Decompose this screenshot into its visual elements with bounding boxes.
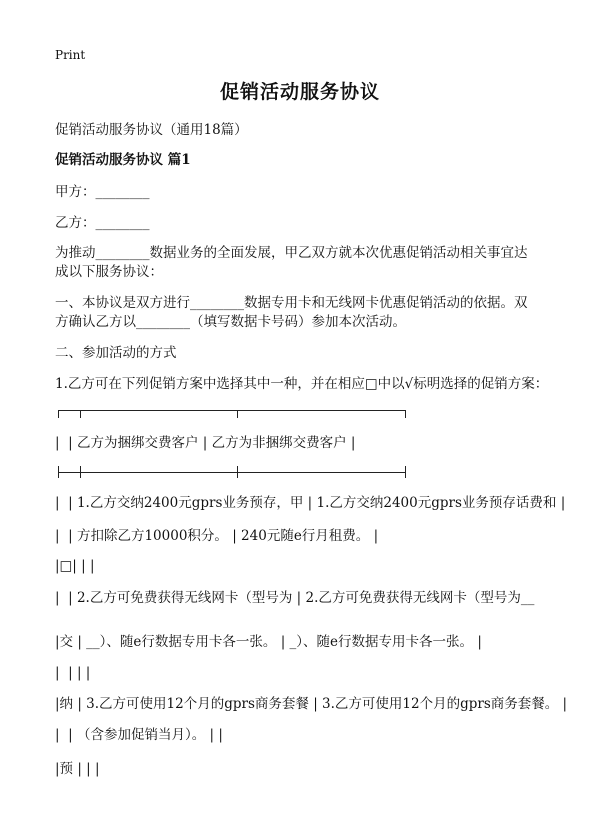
document-subtitle: 促销活动服务协议（通用18篇） bbox=[55, 122, 248, 138]
table-row: | | （含参加促销当月）。 | | bbox=[55, 727, 223, 743]
table-row: |□| | | bbox=[55, 558, 95, 574]
print-link[interactable]: Print bbox=[55, 48, 86, 62]
clause-1-line-2: 方确认乙方以________（填写数据卡号码）参加本次活动。 bbox=[55, 314, 406, 330]
table-top-tick bbox=[405, 410, 406, 418]
table-mid-tick bbox=[58, 466, 59, 478]
table-row: | | 乙方为捆绑交费客户 | 乙方为非捆绑交费客户 | bbox=[55, 435, 356, 451]
party-b-line: 乙方：________ bbox=[55, 215, 150, 231]
intro-paragraph-line-1: 为推动________数据业务的全面发展，甲乙双方就本次优惠促销活动相关事宜达 bbox=[55, 245, 528, 261]
table-row: | | 2.乙方可免费获得无线网卡（型号为 | 2.乙方可免费获得无线网卡（型号为__ bbox=[55, 590, 535, 606]
table-row: |纳 | 3.乙方可使用12个月的gprs商务套餐 | 3.乙方可使用12个月的gprs商务套餐。 | bbox=[55, 696, 568, 712]
table-top-tick bbox=[237, 410, 238, 418]
table-row: | | | | bbox=[55, 665, 91, 681]
document-title: 促销活动服务协议 bbox=[219, 81, 380, 103]
table-row: | | 方扣除乙方10000积分。 | 240元随e行月租费。 | bbox=[55, 528, 379, 544]
party-a-line: 甲方：________ bbox=[55, 184, 150, 200]
table-row: |交 | __）、随e行数据专用卡各一张。 | _）、随e行数据专用卡各一张。 | bbox=[55, 634, 482, 650]
clause-1-line-1: 一、本协议是双方进行________数据专用卡和无线网卡优惠促销活动的依据。双 bbox=[55, 295, 528, 311]
table-top-border bbox=[58, 410, 406, 411]
table-row: |预 | | | bbox=[55, 761, 100, 777]
table-mid-tick bbox=[80, 466, 81, 478]
section-heading: 促销活动服务协议 篇1 bbox=[55, 152, 191, 168]
table-mid-tick bbox=[405, 466, 406, 478]
table-top-tick bbox=[80, 410, 81, 418]
table-row: | | 1.乙方交纳2400元gprs业务预存，甲 | 1.乙方交纳2400元gprs业务预存话费和 | bbox=[55, 495, 566, 511]
table-mid-tick bbox=[237, 466, 238, 478]
clause-2-item-1: 1.乙方可在下列促销方案中选择其中一种，并在相应□中以√标明选择的促销方案： bbox=[55, 376, 549, 392]
table-top-tick bbox=[58, 410, 59, 418]
clause-2-heading: 二、参加活动的方式 bbox=[55, 345, 177, 361]
intro-paragraph-line-2: 成以下服务协议： bbox=[55, 264, 163, 280]
table-mid-border bbox=[58, 472, 406, 473]
